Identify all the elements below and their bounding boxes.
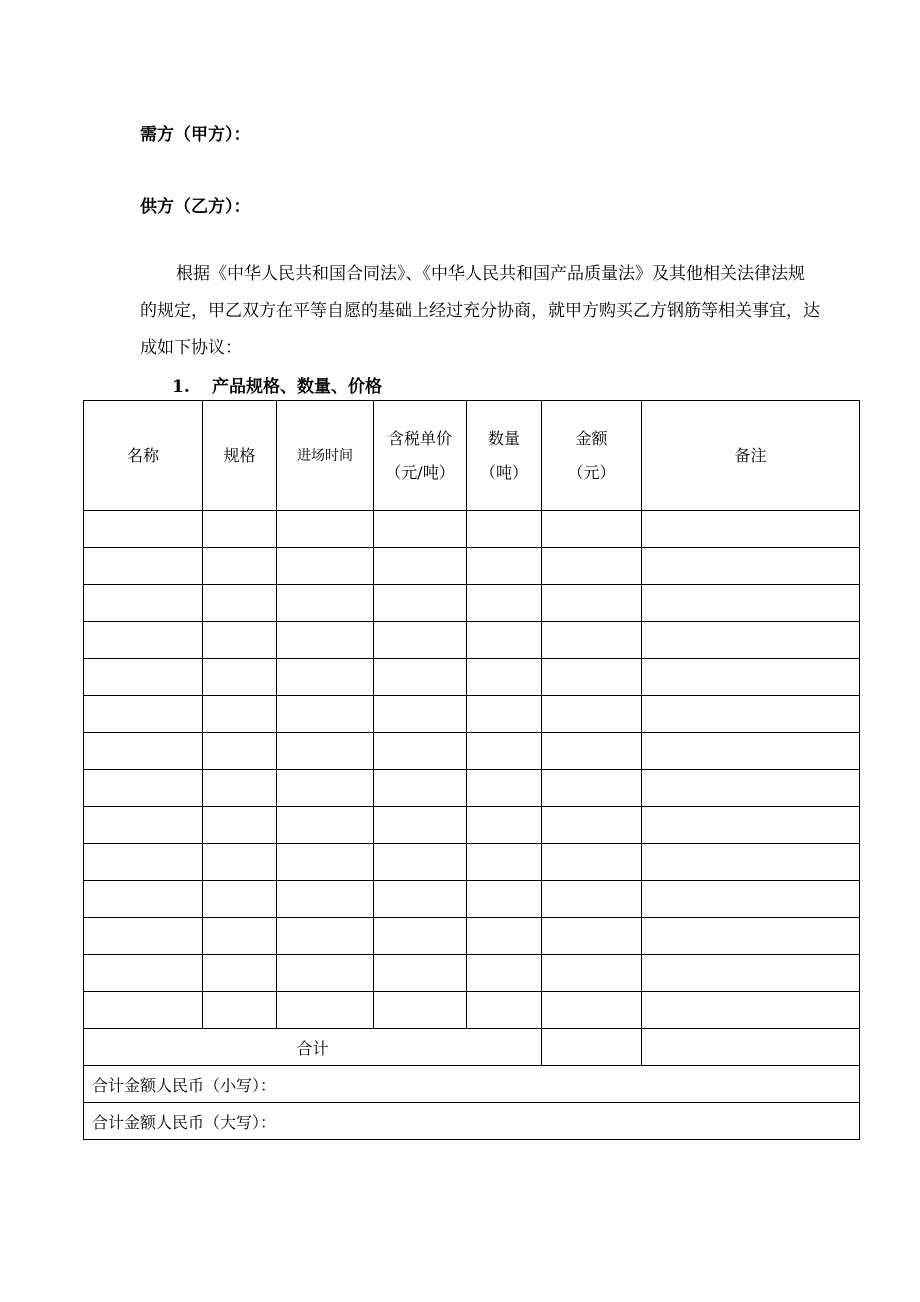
quantity-cell[interactable] [467, 585, 542, 622]
entry-time-cell[interactable] [277, 733, 374, 770]
header-amount-line2: （元） [567, 462, 616, 482]
quantity-cell[interactable] [467, 770, 542, 807]
unit-price-cell[interactable] [374, 733, 467, 770]
amount-cell[interactable] [542, 918, 642, 955]
seller-label: 供方（乙方）： [140, 197, 251, 217]
unit-price-cell[interactable] [374, 992, 467, 1029]
remarks-cell[interactable] [642, 659, 860, 696]
quantity-cell[interactable] [467, 659, 542, 696]
spec-cell[interactable] [203, 918, 277, 955]
name-cell[interactable] [84, 511, 203, 548]
unit-price-cell[interactable] [374, 844, 467, 881]
total-lower-label[interactable]: 合计金额人民币（小写）： [84, 1066, 860, 1103]
quantity-cell[interactable] [467, 992, 542, 1029]
quantity-cell[interactable] [467, 696, 542, 733]
table-row [84, 659, 860, 696]
section-title: 产品规格、数量、价格 [212, 377, 382, 397]
table-row [84, 918, 860, 955]
table-row [84, 992, 860, 1029]
quantity-cell[interactable] [467, 881, 542, 918]
spec-cell[interactable] [203, 622, 277, 659]
unit-price-cell[interactable] [374, 585, 467, 622]
header-name: 名称 [84, 401, 203, 511]
product-spec-table [83, 400, 860, 1140]
table-row [84, 881, 860, 918]
unit-price-cell[interactable] [374, 511, 467, 548]
header-amount-line1: 金额 [575, 428, 608, 448]
remarks-cell[interactable] [642, 733, 860, 770]
spec-cell[interactable] [203, 770, 277, 807]
entry-time-cell[interactable] [277, 918, 374, 955]
remarks-cell[interactable] [642, 770, 860, 807]
unit-price-cell[interactable] [374, 622, 467, 659]
unit-price-cell[interactable] [374, 696, 467, 733]
spec-cell[interactable] [203, 511, 277, 548]
spec-cell[interactable] [203, 585, 277, 622]
amount-cell[interactable] [542, 585, 642, 622]
total-upper-row [84, 1103, 860, 1140]
name-cell[interactable] [84, 696, 203, 733]
name-cell[interactable] [84, 807, 203, 844]
entry-time-cell[interactable] [277, 548, 374, 585]
spec-cell[interactable] [203, 955, 277, 992]
table-row [84, 955, 860, 992]
amount-cell[interactable] [542, 659, 642, 696]
total-upper-label[interactable]: 合计金额人民币（大写）： [84, 1103, 860, 1140]
unit-price-cell[interactable] [374, 918, 467, 955]
amount-cell[interactable] [542, 622, 642, 659]
table-row [84, 585, 860, 622]
intro-paragraph: 根据《中华人民共和国合同法》、《中华人民共和国产品质量法》及其他相关法律法规的规定，甲乙双方在平等自愿的基础上经过充分协商，就甲方购买乙方钢筋等相关事宜，达成如下协议： [140, 264, 820, 358]
table-row [84, 807, 860, 844]
header-quantity [467, 401, 542, 511]
entry-time-cell[interactable] [277, 585, 374, 622]
name-cell[interactable] [84, 918, 203, 955]
spec-cell[interactable] [203, 733, 277, 770]
amount-cell[interactable] [542, 770, 642, 807]
remarks-cell[interactable] [642, 511, 860, 548]
remarks-cell[interactable] [642, 622, 860, 659]
spec-cell[interactable] [203, 881, 277, 918]
section-heading [172, 372, 382, 397]
remarks-cell[interactable] [642, 918, 860, 955]
spec-cell[interactable] [203, 992, 277, 1029]
spec-cell[interactable] [203, 548, 277, 585]
quantity-cell[interactable] [467, 918, 542, 955]
amount-cell[interactable] [542, 548, 642, 585]
header-entry-time: 进场时间 [277, 401, 374, 511]
entry-time-cell[interactable] [277, 511, 374, 548]
amount-cell[interactable] [542, 807, 642, 844]
total-amount-cell[interactable] [542, 1029, 642, 1066]
quantity-cell[interactable] [467, 844, 542, 881]
remarks-cell[interactable] [642, 992, 860, 1029]
unit-price-cell[interactable] [374, 659, 467, 696]
unit-price-cell[interactable] [374, 548, 467, 585]
amount-cell[interactable] [542, 955, 642, 992]
remarks-cell[interactable] [642, 696, 860, 733]
quantity-cell[interactable] [467, 733, 542, 770]
name-cell[interactable] [84, 770, 203, 807]
entry-time-cell[interactable] [277, 955, 374, 992]
name-cell[interactable] [84, 881, 203, 918]
entry-time-cell[interactable] [277, 770, 374, 807]
remarks-cell[interactable] [642, 955, 860, 992]
table-row [84, 622, 860, 659]
spec-cell[interactable] [203, 659, 277, 696]
entry-time-cell[interactable] [277, 622, 374, 659]
name-cell[interactable] [84, 992, 203, 1029]
amount-cell[interactable] [542, 992, 642, 1029]
header-remarks: 备注 [642, 401, 860, 511]
remarks-cell[interactable] [642, 585, 860, 622]
table-header-row [84, 401, 860, 511]
section-number: 1. [172, 377, 190, 397]
header-quantity-line2: （吨） [479, 462, 528, 482]
total-lower-row [84, 1066, 860, 1103]
name-cell[interactable] [84, 659, 203, 696]
unit-price-cell[interactable] [374, 770, 467, 807]
amount-cell[interactable] [542, 511, 642, 548]
amount-cell[interactable] [542, 696, 642, 733]
entry-time-cell[interactable] [277, 992, 374, 1029]
remarks-cell[interactable] [642, 881, 860, 918]
entry-time-cell[interactable] [277, 807, 374, 844]
entry-time-cell[interactable] [277, 881, 374, 918]
name-cell[interactable] [84, 585, 203, 622]
table-row [84, 548, 860, 585]
name-cell[interactable] [84, 622, 203, 659]
amount-cell[interactable] [542, 733, 642, 770]
table-row [84, 770, 860, 807]
quantity-cell[interactable] [467, 548, 542, 585]
quantity-cell[interactable] [467, 807, 542, 844]
header-spec: 规格 [203, 401, 277, 511]
name-cell[interactable] [84, 548, 203, 585]
table-row [84, 696, 860, 733]
quantity-cell[interactable] [467, 955, 542, 992]
total-label: 合计 [84, 1029, 542, 1066]
table-row [84, 844, 860, 881]
remarks-cell[interactable] [642, 807, 860, 844]
header-unit-price-line1: 含税单价 [387, 428, 452, 448]
spec-cell[interactable] [203, 807, 277, 844]
header-unit-price [374, 401, 467, 511]
remarks-cell[interactable] [642, 548, 860, 585]
table-row [84, 511, 860, 548]
spec-cell[interactable] [203, 696, 277, 733]
quantity-cell[interactable] [467, 511, 542, 548]
spec-cell[interactable] [203, 844, 277, 881]
header-unit-price-line2: （元/吨） [385, 462, 455, 482]
name-cell[interactable] [84, 844, 203, 881]
header-quantity-line1: 数量 [487, 428, 520, 448]
total-row [84, 1029, 860, 1066]
name-cell[interactable] [84, 955, 203, 992]
amount-cell[interactable] [542, 881, 642, 918]
unit-price-cell[interactable] [374, 955, 467, 992]
name-cell[interactable] [84, 733, 203, 770]
quantity-cell[interactable] [467, 622, 542, 659]
entry-time-cell[interactable] [277, 659, 374, 696]
entry-time-cell[interactable] [277, 844, 374, 881]
header-amount [542, 401, 642, 511]
unit-price-cell[interactable] [374, 881, 467, 918]
entry-time-cell[interactable] [277, 696, 374, 733]
table-row [84, 733, 860, 770]
remarks-cell[interactable] [642, 844, 860, 881]
amount-cell[interactable] [542, 844, 642, 881]
total-remarks-cell[interactable] [642, 1029, 860, 1066]
buyer-label: 需方（甲方）： [140, 125, 251, 145]
unit-price-cell[interactable] [374, 807, 467, 844]
